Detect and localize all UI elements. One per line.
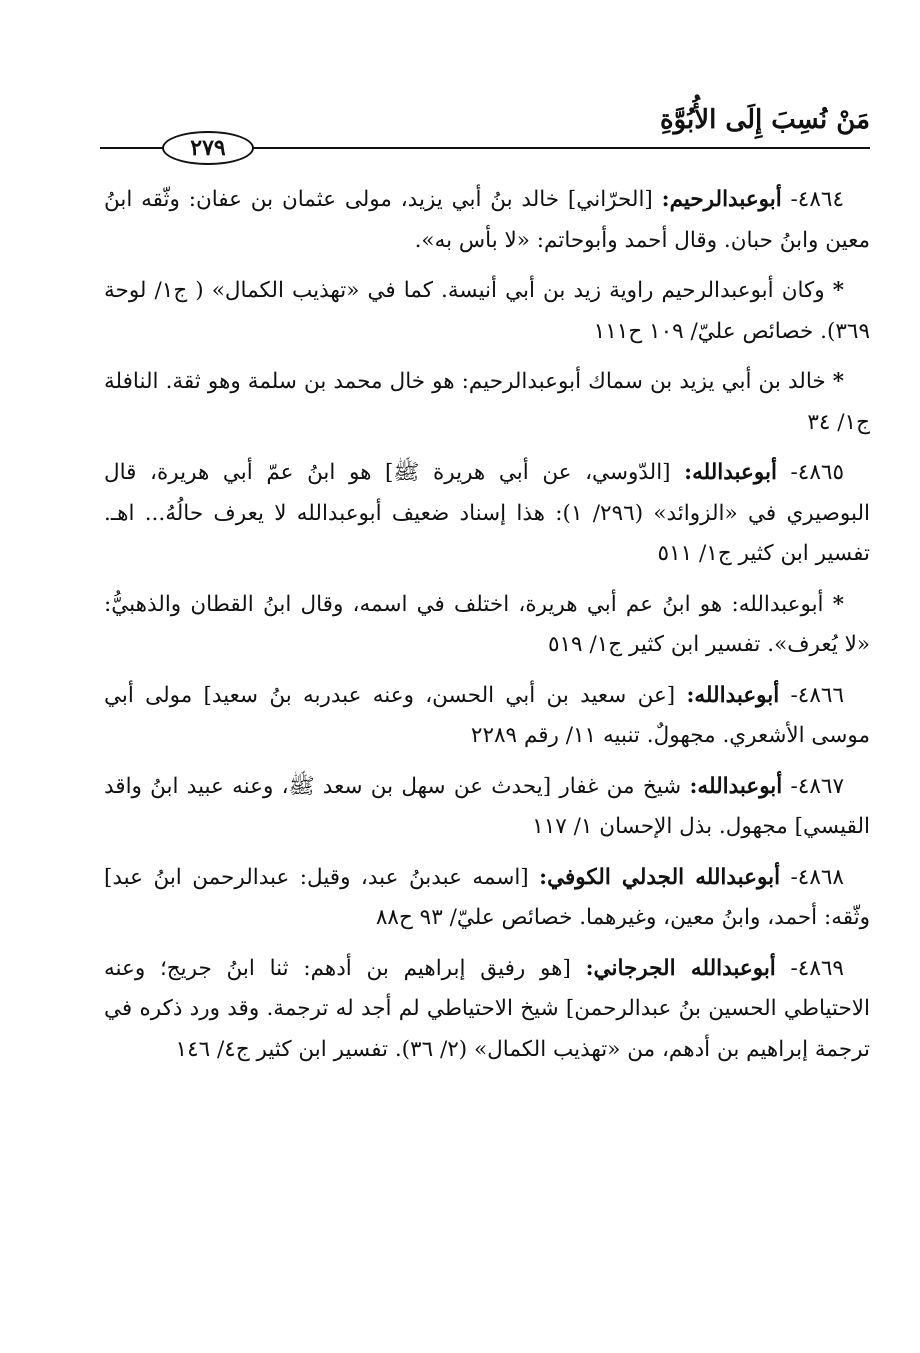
- entry-4865: [104, 453, 870, 575]
- entry-paragraph: [104, 676, 870, 757]
- entry-text: [الدّوسي، عن أبي هريرة ﷺ] هو ابنُ عمّ أبي هريرة، قال البوصيري في «الزوائد» (٢٩٦/ ١): هذا إسناد ضعيف أبوعبدالله لا يعرف حالُهُ... اهـ. تفسير ابن كثير ج١/ ٥١١: [104, 460, 870, 566]
- entry-text: [عن سعيد بن أبي الحسن، وعنه عبدربه بنُ سعيد] مولى أبي موسى الأشعري. مجهولٌ. تنبيه ١١/ رقم ٢٢٨٩: [104, 682, 870, 748]
- page-number: ٢٧٩: [162, 131, 254, 165]
- note-text: أبوعبدالله: هو ابنُ عم أبي هريرة، اختلف في اسمه، وقال ابنُ القطان والذهبيُّ: «لا يُعرف». تفسير ابن كثير ج١/ ٥١٩: [104, 591, 870, 657]
- entry-name: أبوعبدالله:: [684, 460, 777, 485]
- entry-text: [هو رفيق إبراهيم بن أدهم: ثنا ابنُ جريج؛ وعنه الاحتياطي الحسين بنُ عبدالرحمن] شيخ الاحتياطي لم أجد له ترجمة. وقد ورد ذكره في ترجمة إبراهيم بن أدهم، من «تهذيب الكمال» (٢/ ٣٦). تفسير ابن كثير ج٤/ ١٤٦: [104, 955, 870, 1062]
- page-header: [100, 95, 870, 165]
- entry-paragraph: [104, 453, 870, 575]
- note-paragraph: [104, 271, 870, 352]
- entry-name: أبوعبدالله الجرجاني:: [585, 955, 776, 981]
- entry-text: [الحرّاني] خالد بنُ أبي يزيد، مولى عثمان بن عفان: وثّقه ابنُ معين وابنُ حبان. وقال أحمد وأبوحاتم: «لا بأس به».: [104, 187, 870, 253]
- entry-number: ٤٨٦٥-: [790, 460, 844, 485]
- entry-4866: [104, 676, 870, 757]
- entry-name: أبوعبدالله الجدلي الكوفي:: [539, 864, 781, 890]
- entry-number: ٤٨٦٦-: [790, 682, 844, 708]
- entry-4867: [104, 767, 870, 848]
- entry-text: شيخ من غفار [يحدث عن سهل بن سعد ﷺ، وعنه عبيد ابنُ واقد القيسي] مجهول. بذل الإحسان ١/ ١١٧: [104, 773, 870, 839]
- entry-text: [اسمه عبدبنُ عبد، وقيل: عبدالرحمن ابنُ عبد] وثّقه: أحمد، وابنُ معين، وغيرهما. خصائص عليّ/ ٩٣ ح٨٨: [104, 864, 870, 930]
- entry-4869: [104, 949, 870, 1071]
- note-paragraph: [104, 362, 870, 443]
- entry-name: أبوعبدالله:: [686, 682, 780, 708]
- entry-4864: [104, 180, 870, 261]
- page-body: [104, 180, 870, 1080]
- running-title: مَنْ نُسِبَ إِلَى الأُبُوَّةِ: [660, 105, 870, 135]
- star-marker: *: [832, 278, 844, 303]
- entry-number: ٤٨٦٧-: [790, 773, 845, 799]
- entry-number: ٤٨٦٤-: [790, 187, 844, 212]
- entry-name: أبوعبدالرحيم:: [661, 187, 782, 212]
- note-text: وكان أبوعبدالرحيم راوية زيد بن أبي أنيسة. كما في «تهذيب الكمال» ( ج١/ لوحة ٣٦٩). خصائص عليّ/ ١٠٩ ح١١١: [104, 278, 870, 344]
- note-text: خالد بن أبي يزيد بن سماك أبوعبدالرحيم: هو خال محمد بن سلمة وهو ثقة. النافلة ج١/ ٣٤: [104, 369, 870, 435]
- star-marker: *: [832, 591, 844, 617]
- entry-paragraph: [104, 767, 870, 848]
- entry-name: أبوعبدالله:: [689, 773, 783, 799]
- entry-number: ٤٨٦٨-: [790, 864, 844, 890]
- entry-number: ٤٨٦٩-: [790, 955, 844, 981]
- entry-paragraph: [104, 180, 870, 261]
- note-paragraph: [104, 585, 870, 666]
- entry-paragraph: [104, 949, 870, 1071]
- star-marker: *: [832, 369, 844, 394]
- entry-paragraph: [104, 858, 870, 939]
- entry-4868: [104, 858, 870, 939]
